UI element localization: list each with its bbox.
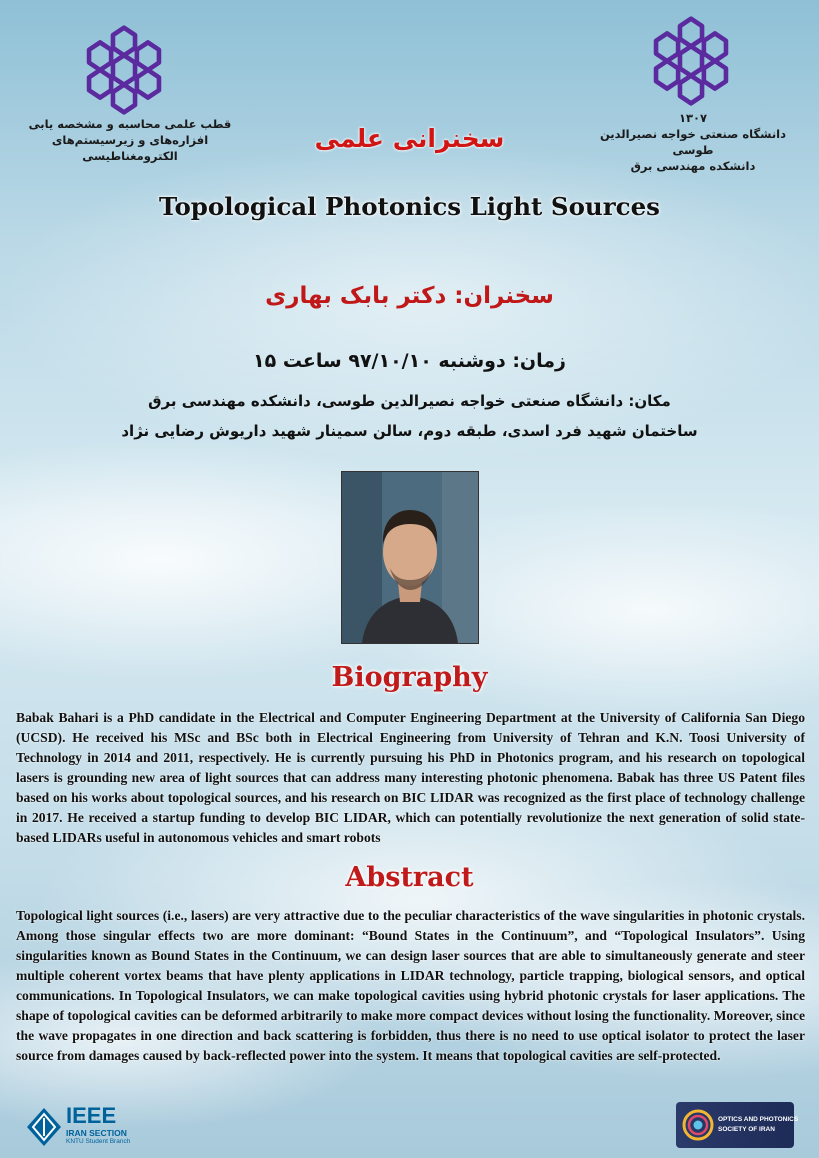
speaker-name: سخنران: دکتر بابک بهاری (265, 283, 554, 309)
kntu-logo-right (645, 15, 737, 107)
ops-ring-icon (681, 1108, 715, 1142)
ieee-diamond-icon (26, 1107, 62, 1147)
biography-heading: Biography (331, 662, 488, 693)
biography-text: Babak Bahari is a PhD candidate in the Electrical and Computer Engineering Department at the University of California San Diego (UCSD). He received his MSc and BSc both in Electrical Engineering from University of Tehran and K.N. Toosi University of Technology in 2014 and 2011, respectively. He is currently pursuing his PhD in Photonics program, and his research on topological lasers is grounding new area of light sources that can address many interesting photonic phenomena. Babak has three US Patent files based on his works about topological sources, and his research on BIC LIDAR was recognized as the first place of technology challenge in 2017. He received a startup funding to develop BIC LIDAR, which can potentially revolutionize the next generation of solid state-based LIDARs useful in autonomous vehicles and smart robots (16, 710, 805, 845)
left-org-line1: قطب علمی محاسبه و مشخصه یابی (28, 117, 232, 131)
venue-line-1: مکان: دانشگاه صنعتی خواجه نصیرالدین طوسی، دانشکده مهندسی برق (148, 392, 671, 410)
venue-line-2: ساختمان شهید فرد اسدی، طبقه دوم، سالن سمینار شهید داریوش رضایی نژاد (121, 422, 698, 440)
left-org-line2: افزاره‌های و زیرسیستم‌های الکترومغناطیسی (51, 133, 209, 163)
ops-line1: OPTICS AND PHOTONICS (718, 1116, 799, 1123)
event-type-heading: سخنرانی علمی (314, 124, 505, 153)
ieee-name: IEEE (66, 1103, 117, 1128)
abstract-text: Topological light sources (i.e., lasers) are very attractive due to the peculiar characteristics of the wave singularities in photonic crystals. Among those singular effects two are more dominant: “Bound States in the Continuum”, and “Topological Insulators”. Using singularities known as Bound States in the Continuum, we can design laser sources that are able to simultaneously generate and steer multiple coherent vortex beams that have plenty applications in LIDAR technology, particle trapping, biological sensors, and optical communications. In Topological Insulators, we can make topological cavities using hybrid photonic crystals for laser applications. The shape of topological cavities can be deformed arbitrarily to make more compact devices without losing the functionality. Moreover, since the wave propagates in one direction and back scattering is forbidden, thus there is no need to use optical isolator to protect the laser source from damages caused by back-reflected power into the system. It means that topological cavities are self-protected. (16, 908, 805, 1063)
abstract-heading: Abstract (345, 862, 474, 893)
event-time: زمان: دوشنبه ۹۷/۱۰/۱۰ ساعت ۱۵ (253, 350, 566, 372)
right-org-year: ۱۳۰۷ (678, 111, 708, 125)
ieee-logo (26, 1105, 138, 1149)
talk-title: Topological Photonics Light Sources (159, 192, 660, 221)
ops-logo (676, 1102, 799, 1148)
right-org-line2: دانشکده مهندسی برق (630, 159, 756, 173)
kntu-logo-left (78, 24, 170, 116)
ieee-section: IRAN SECTION (66, 1128, 127, 1138)
ops-line2: SOCIETY OF IRAN (718, 1126, 775, 1133)
right-org-line1: دانشگاه صنعتی خواجه نصیرالدین طوسی (599, 127, 787, 157)
ieee-branch: KNTU Student Branch (66, 1138, 131, 1145)
speaker-photo (341, 471, 479, 644)
